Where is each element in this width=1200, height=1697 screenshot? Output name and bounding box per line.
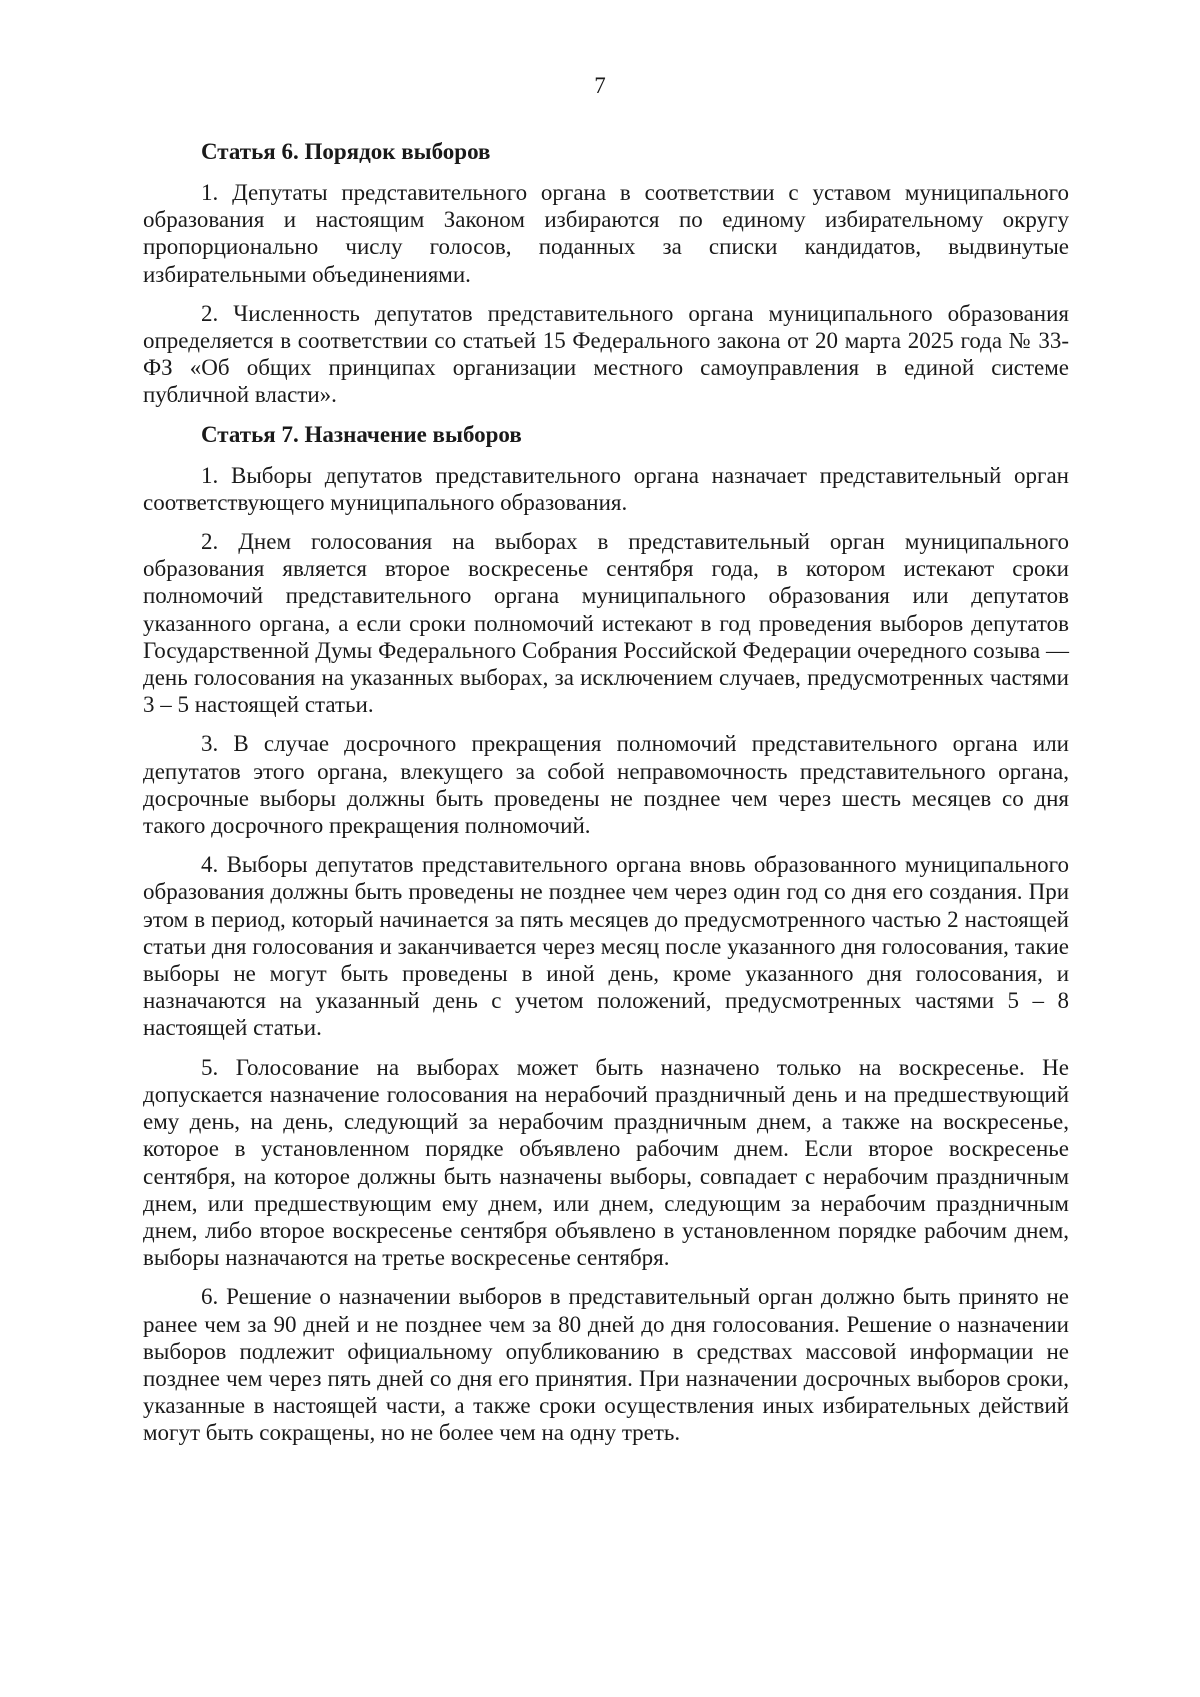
article-7	[143, 421, 1069, 1447]
paragraph: 6. Решение о назначении выборов в представительный орган должно быть принято не ранее чем за 90 дней и не позднее чем за 80 дней до дня голосования. Решение о назначении выборов подлежит официальному опубликованию в средствах массовой информации не позднее чем через пять дней со дня его принятия. При назначении досрочных выборов сроки, указанные в настоящей части, а также сроки осуществления иных избирательных действий могут быть сокращены, но не более чем на одну треть.	[143, 1284, 1069, 1446]
paragraph: 1. Выборы депутатов представительного органа назначает представительный орган соответствующего муниципального образования.	[143, 462, 1069, 515]
paragraph: 2. Днем голосования на выборах в представительный орган муниципального образования является второе воскресенье сентября года, в котором истекают сроки полномочий представительного органа муниципального образования или депутатов указанного органа, а если сроки полномочий истекают в год проведения выборов депутатов Государственной Думы Федерального Собрания Российской Федерации очередного созыва — день голосования на указанных выборах, за исключением случаев, предусмотренных частями 3 – 5 настоящей статьи.	[143, 529, 1069, 718]
article-separator: .	[292, 139, 305, 164]
article-title: Порядок выборов	[304, 139, 491, 164]
page-number: 7	[594, 73, 606, 98]
document-body	[143, 138, 1069, 1459]
paragraph: 2. Численность депутатов представительного органа муниципального образования определяется в соответствии со статьей 15 Федерального закона от 20 марта 2025 года № 33-ФЗ «Об общих принципах организации местного самоуправления в единой системе публичной власти».	[143, 300, 1069, 408]
article-separator: .	[292, 421, 305, 447]
paragraph: 3. В случае досрочного прекращения полномочий представительного органа или депутатов этого органа, влекущего за собой неправомочность представительного органа, досрочные выборы должны быть проведены не позднее чем через шесть месяцев со дня такого досрочного прекращения полномочий.	[143, 731, 1069, 839]
article-heading	[143, 421, 1069, 448]
article-heading	[143, 138, 1069, 165]
paragraph: 1. Депутаты представительного органа в соответствии с уставом муниципального образования и настоящим Законом избираются по единому избирательному округу пропорционально числу голосов, поданных за списки кандидатов, выдвинутые избирательными объединениями.	[143, 180, 1069, 287]
article-label: Статья 7	[201, 421, 293, 447]
article-label: Статья 6	[201, 139, 293, 164]
article-title: Назначение выборов	[304, 421, 522, 447]
paragraph: 5. Голосование на выборах может быть назначено только на воскресенье. Не допускается назначение голосования на нерабочий праздничный день и на предшествующий ему день, на день, следующий за нерабочим праздничным днем, а также на воскресенье, которое в установленном порядке объявлено рабочим днем. Если второе воскресенье сентября, на которое должны быть назначены выборы, совпадает с нерабочим праздничным днем, или предшествующим ему днем, или днем, следующим за нерабочим праздничным днем, либо второе воскресенье сентября объявлено в установленном порядке рабочим днем, выборы назначаются на третье воскресенье сентября.	[143, 1054, 1069, 1271]
paragraph: 4. Выборы депутатов представительного органа вновь образованного муниципального образования должны быть проведены не позднее чем через один год со дня его создания. При этом в период, который начинается за пять месяцев до предусмотренного частью 2 настоящей статьи дня голосования и заканчивается через месяц после указанного дня голосования, такие выборы не могут быть проведены в иной день, кроме указанного дня голосования, и назначаются на указанный день с учетом положений, предусмотренных частями 5 – 8 настоящей статьи.	[143, 852, 1069, 1041]
article-6	[143, 138, 1069, 409]
